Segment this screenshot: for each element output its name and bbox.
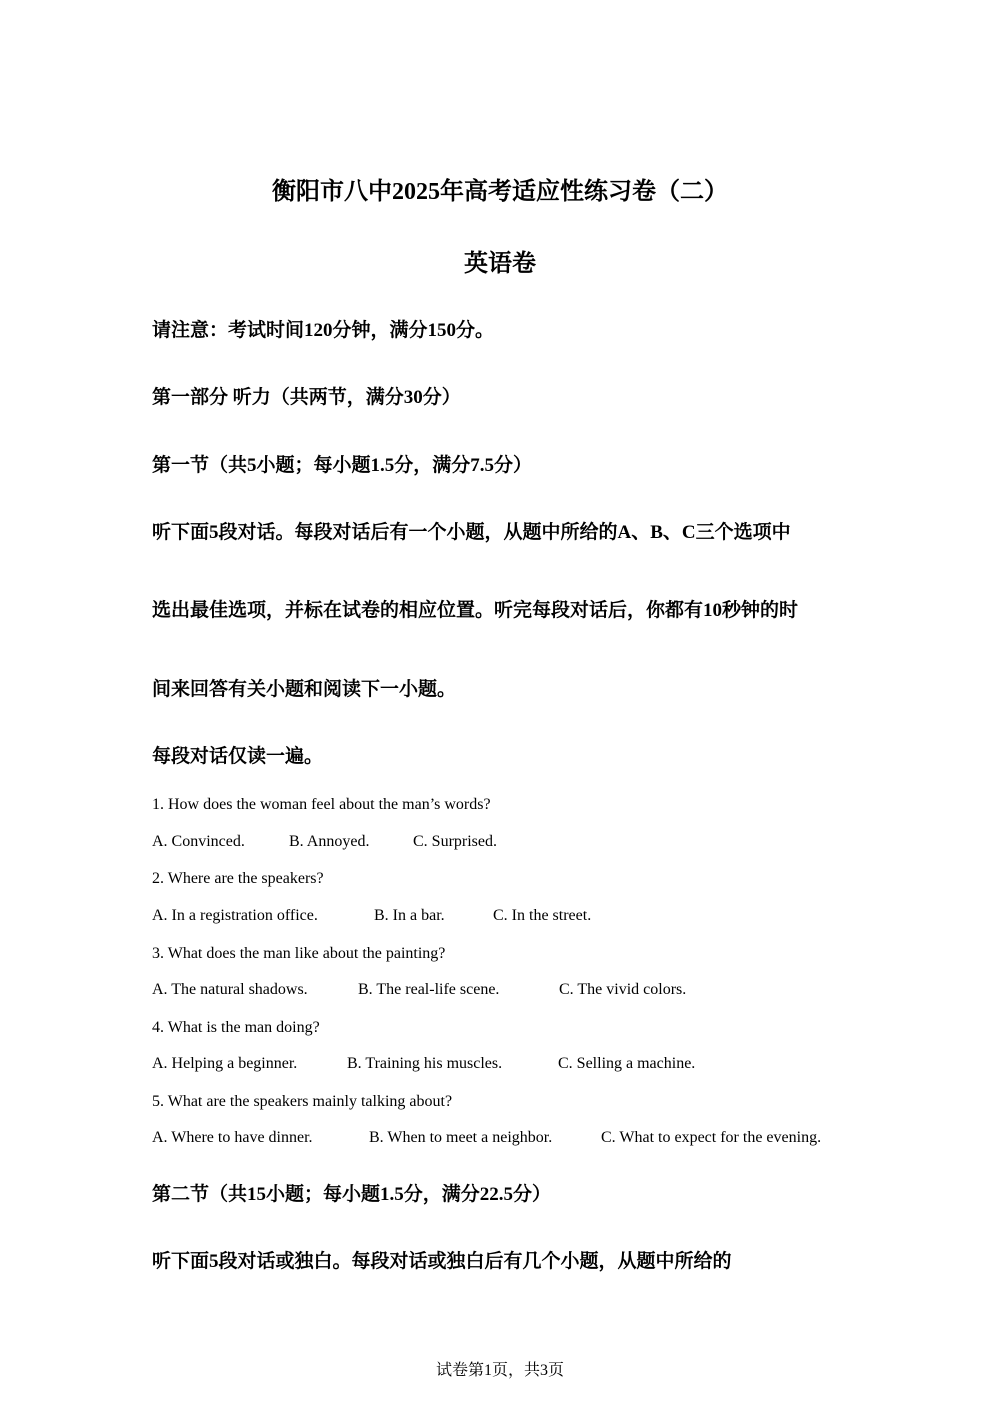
page-footer: 试卷第1页，共3页 [435,1362,564,1379]
answer-option: B. In a bar. [374,907,445,924]
answer-option: B. When to meet a neighbor. [369,1129,553,1146]
answer-option: B. Training his muscles. [347,1055,503,1072]
question-stem: 2. Where are the speakers? [152,870,324,887]
exam-notice: 请注意：考试时间120分钟，满分150分。 [152,320,495,341]
section1-note: 每段对话仅读一遍。 [152,746,324,767]
part1-heading: 第一部分 听力（共两节，满分30分） [152,387,461,408]
answer-option: A. Helping a beginner. [152,1055,298,1072]
answer-option: A. In a registration office. [152,907,318,924]
question-stem: 5. What are the speakers mainly talking about? [152,1093,453,1110]
answer-option: B. Annoyed. [289,833,370,850]
question-options [0,981,1000,1003]
question-options [0,907,1000,929]
section2-instructions: 听下面5段对话或独白。每段对话或独白后有几个小题，从题中所给的 [152,1251,732,1272]
section1-instruction-line: 选出最佳选项，并标在试卷的相应位置。听完每段对话后，你都有10秒钟的时 [152,600,799,621]
question-stem: 4. What is the man doing? [152,1019,320,1036]
answer-option: C. Surprised. [413,833,497,850]
answer-option: C. In the street. [493,907,592,924]
section2-heading: 第二节（共15小题；每小题1.5分，满分22.5分） [152,1184,552,1205]
answer-option: A. Convinced. [152,833,245,850]
answer-option: B. The real-life scene. [358,981,500,998]
answer-option: A. Where to have dinner. [152,1129,313,1146]
question-options [0,833,1000,855]
question-stem: 1. How does the woman feel about the man’s words? [152,796,491,813]
question-options [0,1129,1000,1151]
exam-subtitle: 英语卷 [464,251,536,277]
section1-instruction-line: 听下面5段对话。每段对话后有一个小题，从题中所给的A、B、C三个选项中 [152,522,791,543]
answer-option: C. The vivid colors. [559,981,687,998]
answer-option: C. Selling a machine. [558,1055,696,1072]
exam-title: 衡阳市八中2025年高考适应性练习卷（二） [272,179,728,205]
answer-option: A. The natural shadows. [152,981,308,998]
section1-instruction-line: 间来回答有关小题和阅读下一小题。 [152,679,457,700]
section1-heading: 第一节（共5小题；每小题1.5分，满分7.5分） [152,455,533,476]
question-options [0,1055,1000,1077]
question-stem: 3. What does the man like about the painting? [152,945,446,962]
answer-option: C. What to expect for the evening. [601,1129,822,1146]
